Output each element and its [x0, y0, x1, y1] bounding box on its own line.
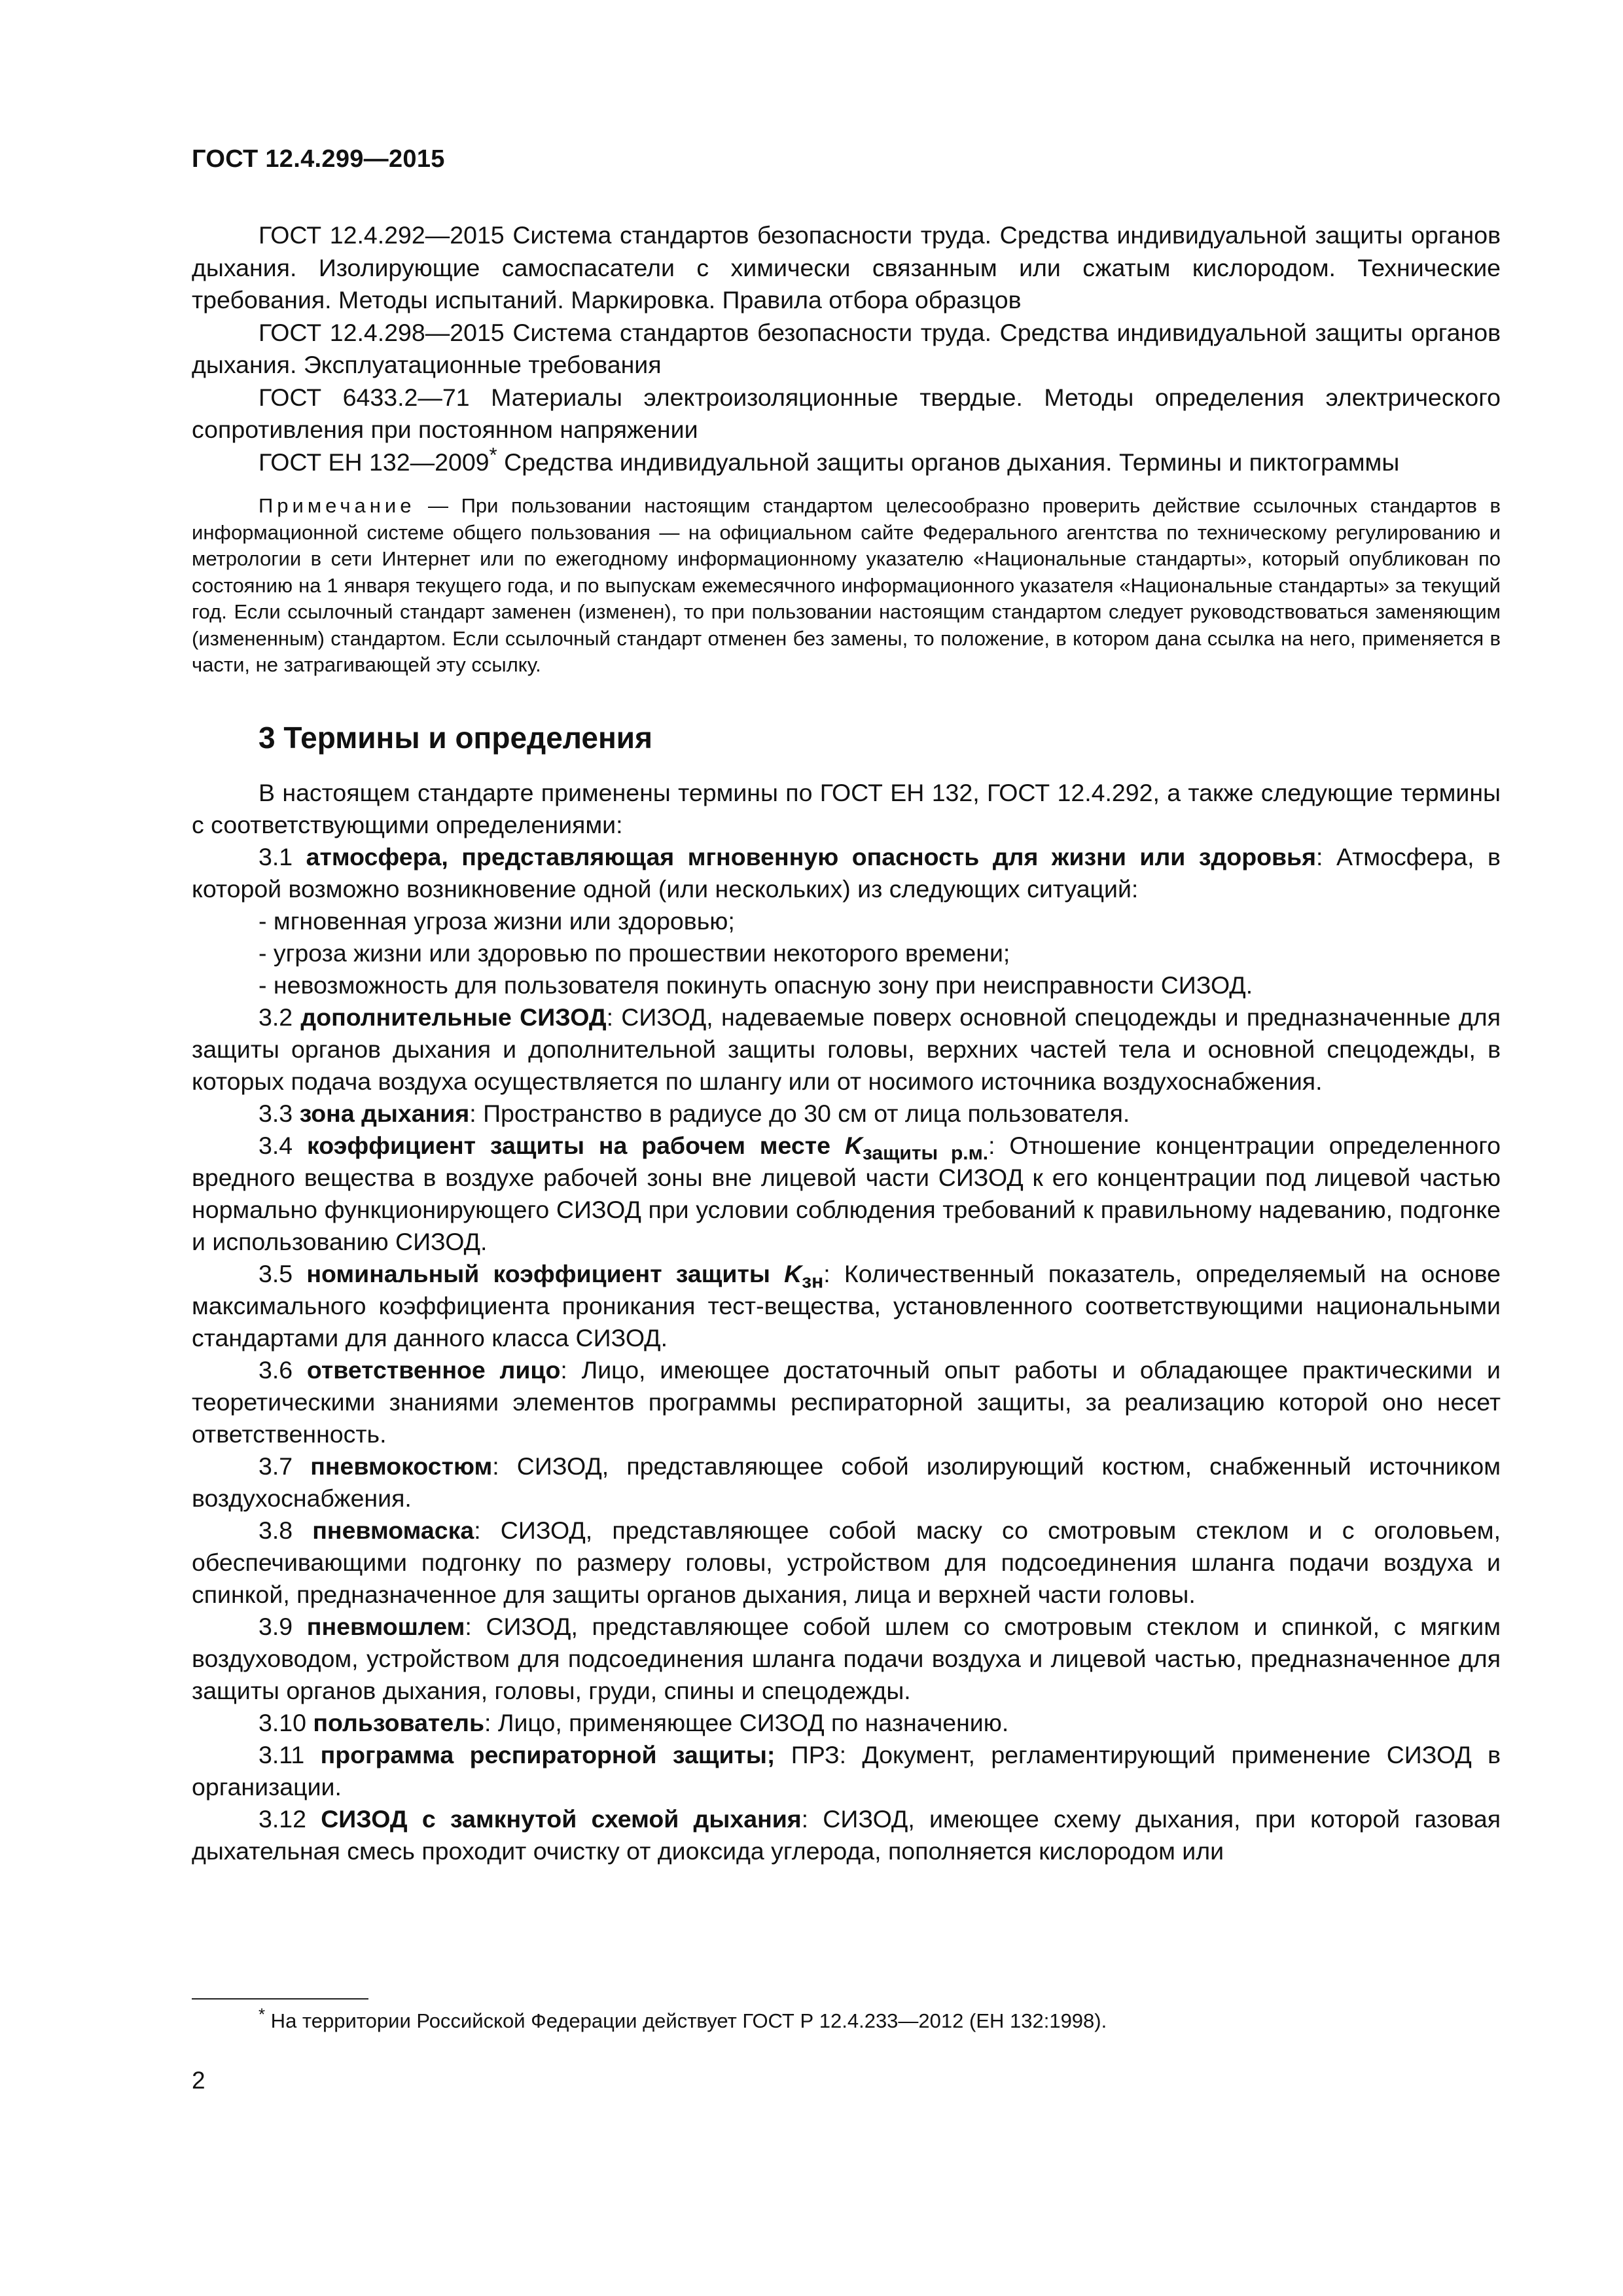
term-entry-3-5	[192, 1258, 1501, 1354]
term-definition: : Лицо, имеющее достаточный опыт работы и обладающее практическими и теоретическими знаниями элементов программы респираторной защиты, за реализацию которой оно несет ответственность.	[192, 1355, 1501, 1448]
term-entry-3-11	[192, 1739, 1501, 1803]
term-entry-3-4	[192, 1130, 1501, 1258]
term-definition: : СИЗОД, представляющее собой изолирующий костюм, снабженный источником воздухоснабжения.	[192, 1452, 1501, 1512]
term-entry-3-9	[192, 1611, 1501, 1707]
term-definition: : СИЗОД, имеющее схему дыхания, при которой газовая дыхательная смесь проходит очистку от диоксида углерода, пополняется кислородом или	[192, 1804, 1501, 1865]
term-name: пневмошлем	[306, 1612, 465, 1640]
term-entry-3-7	[192, 1450, 1501, 1515]
term-definition: : СИЗОД, надеваемые поверх основной спецодежды и предназначенные для защиты органов дыхания и дополнительной защиты головы, верхних частей тела и основной спецодежды, в которых подача воздуха осуществляется по шлангу или от носимого источника воздухоснабжения.	[192, 1003, 1501, 1095]
term-number: 3.12	[259, 1804, 321, 1833]
term-symbol-subscript: зн	[802, 1270, 824, 1292]
term-definition: : СИЗОД, представляющее собой маску со смотровым стеклом и с оголовьем, обеспечивающими подгонку по размеру головы, устройством для подсоединения шланга подачи воздуха и спинкой, предназначенное для защиты органов дыхания, лица и верхней части головы.	[192, 1516, 1501, 1608]
term-definition: : Атмосфера, в которой возможно возникновение одной (или нескольких) из следующих ситуаций:	[192, 842, 1501, 903]
reference-item: ГОСТ 6433.2—71 Материалы электроизоляционные твердые. Методы определения электрического сопротивления при постоянном напряжении	[192, 383, 1501, 443]
term-name: коэффициент защиты на рабочем месте	[306, 1131, 845, 1159]
reference-text: Средства индивидуальной защиты органов дыхания. Термины и пиктограммы	[497, 448, 1400, 476]
term-number: 3.9	[259, 1612, 307, 1640]
term-symbol: K	[844, 1131, 863, 1159]
term-number: 3.10	[259, 1708, 313, 1736]
footnote-divider	[192, 1998, 368, 2000]
term-entry-3-1	[192, 841, 1501, 905]
term-entry-3-2	[192, 1001, 1501, 1098]
term-name: дополнительные СИЗОД	[300, 1003, 607, 1031]
term-name: пользователь	[313, 1708, 485, 1736]
term-number: 3.4	[259, 1131, 307, 1159]
term-entry-3-6	[192, 1354, 1501, 1450]
list-item: - угроза жизни или здоровью по прошествии некоторого времени;	[259, 939, 1010, 967]
section-intro: В настоящем стандарте применены термины по ГОСТ ЕН 132, ГОСТ 12.4.292, а также следующие термины с соответствующими определениями:	[192, 778, 1501, 838]
term-name: пневмомаска	[312, 1516, 474, 1544]
reference-item: ГОСТ 12.4.298—2015 Система стандартов безопасности труда. Средства индивидуальной защиты органов дыхания. Эксплуатационные требования	[192, 318, 1501, 378]
note-label: Примечание	[259, 494, 416, 517]
term-name: номинальный коэффициент защиты	[306, 1259, 785, 1287]
reference-item	[192, 443, 1501, 479]
term-entry-3-8	[192, 1515, 1501, 1611]
footnote-mark: *	[489, 443, 497, 466]
term-name: зона дыхания	[299, 1099, 470, 1127]
term-name: СИЗОД с замкнутой схемой дыхания	[321, 1804, 802, 1833]
term-name: программа респираторной защиты;	[320, 1740, 776, 1768]
reference-code: ГОСТ ЕН 132—2009	[259, 448, 490, 476]
term-name: ответственное лицо	[306, 1355, 561, 1384]
term-number: 3.1	[259, 842, 306, 870]
term-entry-3-12	[192, 1803, 1501, 1867]
section-title: 3 Термины и определения	[259, 720, 652, 755]
term-definition: : Отношение концентрации определенного вредного вещества в воздухе рабочей зоны вне лицевой части СИЗОД к его концентрации под лицевой частью нормально функционирующего СИЗОД при условии соблюдения требований к правильному надеванию, подгонке и использованию СИЗОД.	[192, 1131, 1501, 1255]
list-item: - мгновенная угроза жизни или здоровью;	[259, 906, 735, 935]
normative-references	[192, 219, 1501, 478]
term-definition: : Лицо, применяющее СИЗОД по назначению.	[484, 1708, 1009, 1736]
term-name: пневмокостюм	[310, 1452, 493, 1480]
term-definition: : Пространство в радиусе до 30 см от лица пользователя.	[469, 1099, 1130, 1127]
footnote-mark: *	[259, 2005, 266, 2024]
term-symbol-subscript: защиты р.м.	[862, 1142, 989, 1164]
term-symbol: K	[784, 1259, 802, 1287]
term-number: 3.3	[259, 1099, 300, 1127]
page-content	[192, 219, 1501, 1867]
note-text: — При пользовании настоящим стандартом целесообразно проверить действие ссылочных стандартов в информационной системе общего пользования — на официальном сайте Федерального агентства по техническому регулированию и метрологии в сети Интернет или по ежегодному информационному указателю «Национальные стандарты», который опубликован по состоянию на 1 января текущего года, и по выпускам ежемесячного информационного указателя «Национальные стандарты» за текущий год. Если ссылочный стандарт заменен (изменен), то при пользовании настоящим стандартом следует руководствоваться заменяющим (измененным) стандартом. Если ссылочный стандарт отменен без замены, то положение, в котором дана ссылка на него, применяется в части, не затрагивающей эту ссылку.	[192, 494, 1501, 676]
term-number: 3.6	[259, 1355, 307, 1384]
term-number: 3.11	[259, 1740, 321, 1768]
term-entry-3-10	[192, 1707, 1501, 1739]
footnote-text: На территории Российской Федерации действует ГОСТ Р 12.4.233—2012 (ЕН 132:1998).	[265, 2009, 1107, 2032]
term-definition: ПРЗ: Документ, регламентирующий применение СИЗОД в организации.	[192, 1740, 1501, 1801]
note	[192, 493, 1501, 679]
footnote	[259, 2005, 1107, 2034]
page-header: ГОСТ 12.4.299—2015	[192, 145, 445, 173]
term-number: 3.5	[259, 1259, 307, 1287]
term-definition: : Количественный показатель, определяемый на основе максимального коэффициента проникания тест-вещества, установленного соответствующими национальными стандартами для данного класса СИЗОД.	[192, 1259, 1501, 1352]
term-name: атмосфера, представляющая мгновенную опасность для жизни или здоровья	[306, 842, 1316, 870]
term-definition: : СИЗОД, представляющее собой шлем со смотровым стеклом и спинкой, с мягким воздуховодом, устройством для подсоединения шланга подачи воздуха и лицевой частью, предназначенное для защиты органов дыхания, головы, груди, спины и спецодежды.	[192, 1612, 1501, 1704]
reference-item: ГОСТ 12.4.292—2015 Система стандартов безопасности труда. Средства индивидуальной защиты органов дыхания. Изолирующие самоспасатели с химически связанным или сжатым кислородом. Технические требования. Методы испытаний. Маркировка. Правила отбора образцов	[192, 221, 1501, 314]
term-entry-3-3	[192, 1098, 1501, 1130]
term-number: 3.2	[259, 1003, 301, 1031]
list-item: - невозможность для пользователя покинуть опасную зону при неисправности СИЗОД.	[259, 971, 1253, 999]
page-number: 2	[192, 2067, 205, 2094]
term-number: 3.7	[259, 1452, 311, 1480]
term-number: 3.8	[259, 1516, 313, 1544]
